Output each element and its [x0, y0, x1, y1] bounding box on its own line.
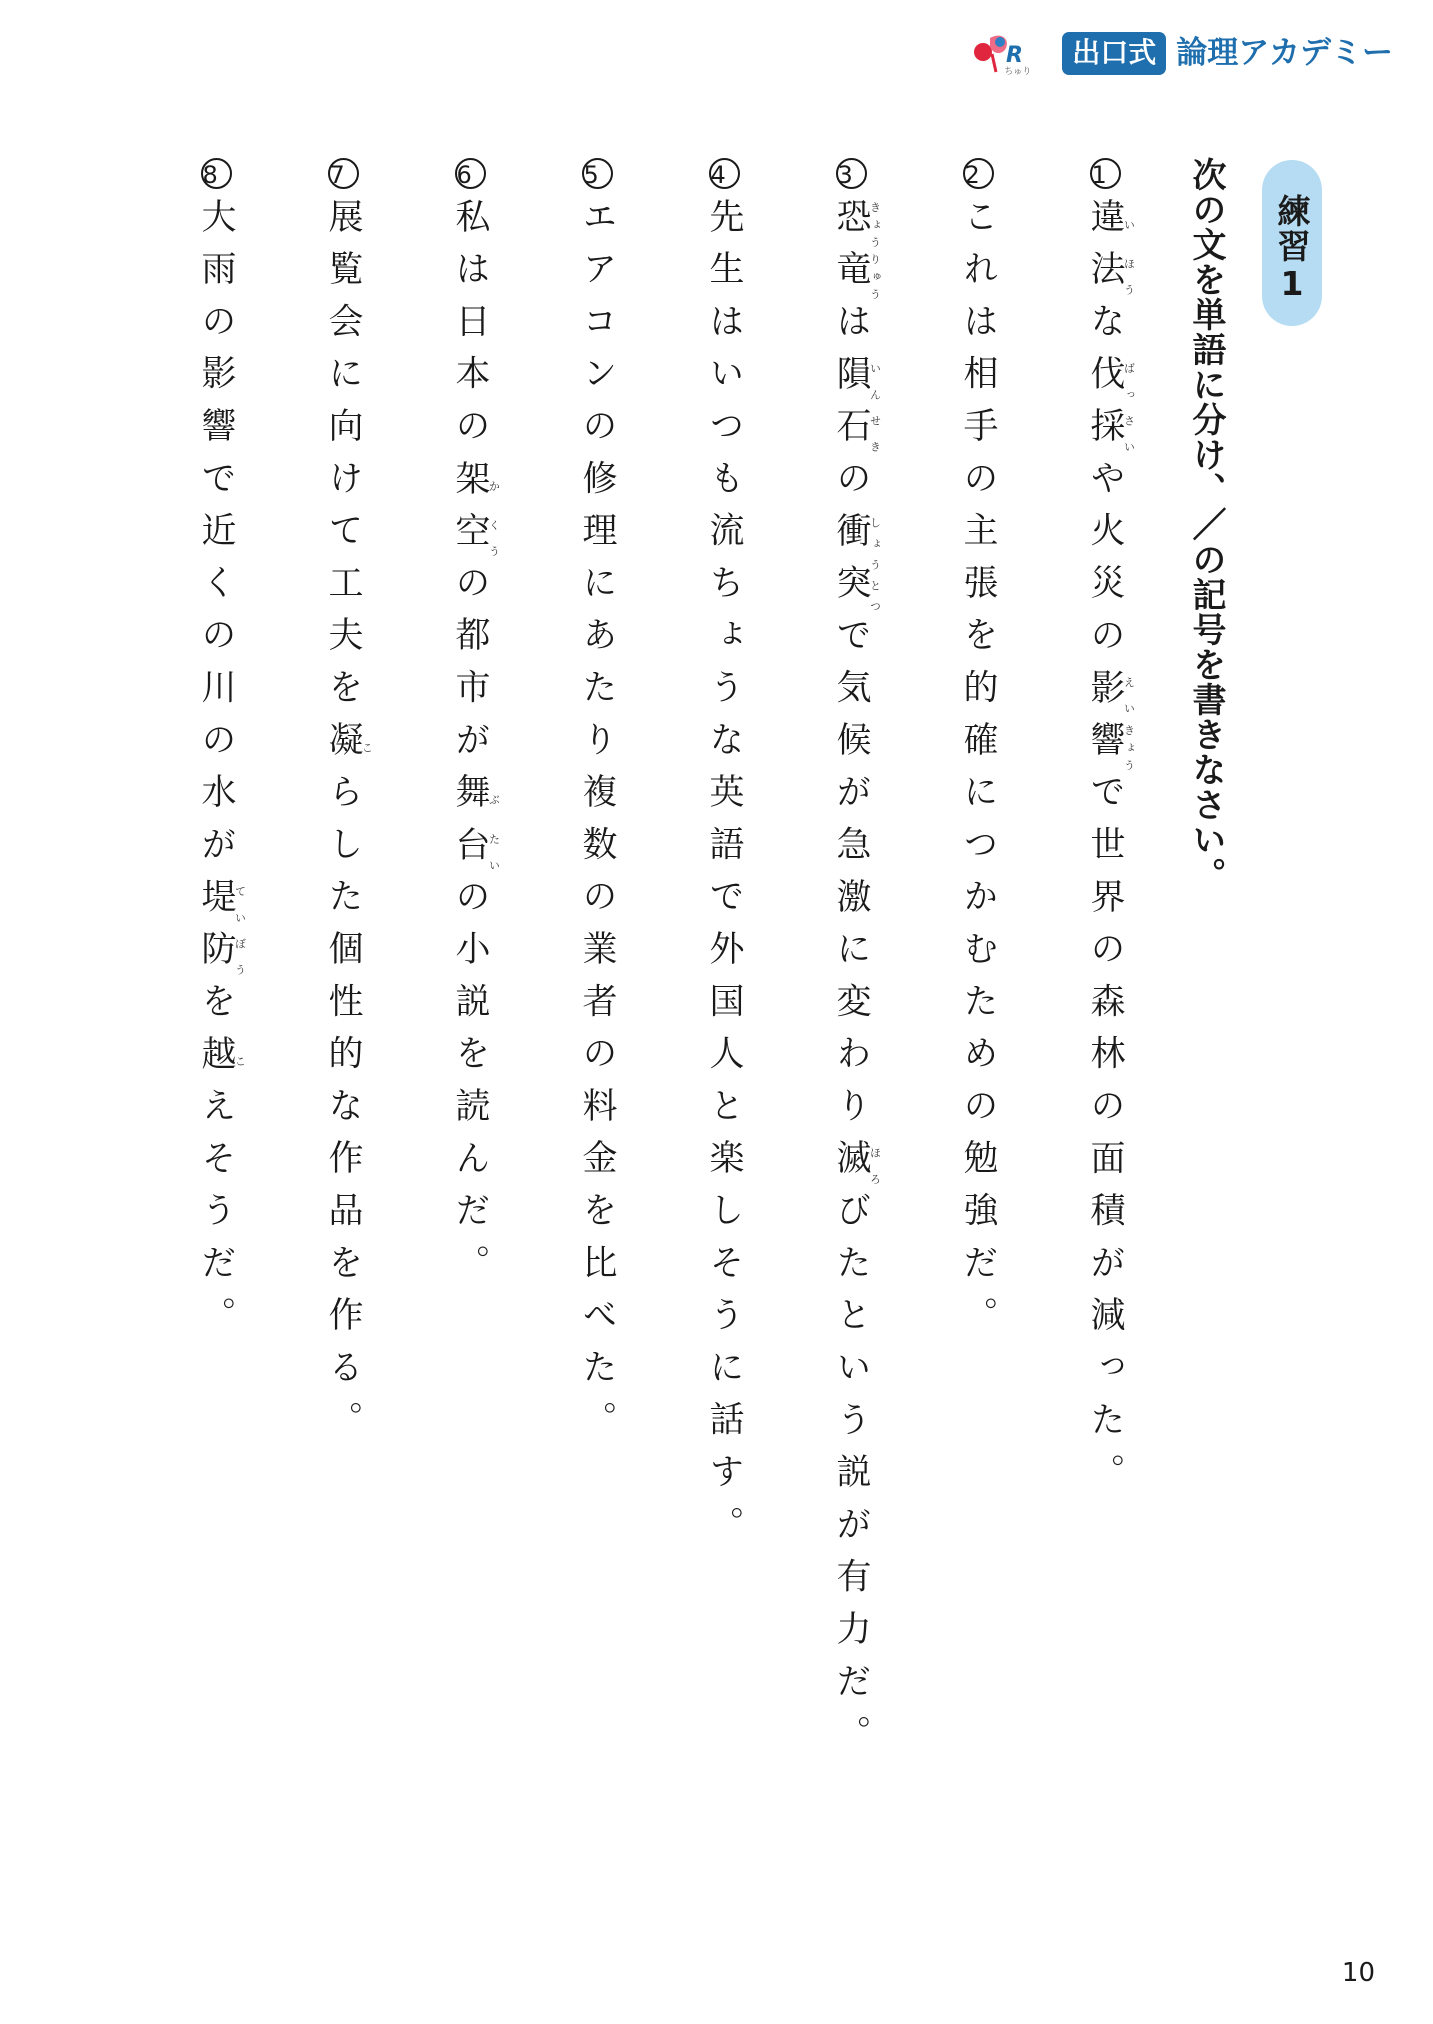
furigana: くう [487, 511, 501, 565]
question-8 [198, 158, 246, 1349]
sentence-text: や火災の [1085, 459, 1125, 669]
question-3 [833, 158, 881, 1767]
furigana: い [1122, 198, 1136, 251]
exercise-badge [1262, 160, 1322, 326]
furigana: か [487, 459, 501, 512]
furigana-word: 影えい [1085, 668, 1136, 722]
furigana: さい [1122, 407, 1136, 460]
furigana: ほう [1122, 250, 1136, 303]
question-1 [1087, 158, 1135, 1506]
question-7 [325, 158, 373, 1453]
furigana-word: 台たい [450, 825, 501, 878]
furigana: ぼう [233, 930, 247, 983]
furigana-word: 伐ばっ [1085, 354, 1136, 408]
question-number: 6 [455, 158, 486, 189]
furigana-word: 越こ [196, 1034, 247, 1088]
furigana-word: 堤てい [196, 877, 247, 931]
furigana: ぶ [487, 773, 501, 826]
question-2 [958, 158, 998, 1349]
question-number: 3 [836, 158, 867, 189]
sentence-text: の小説を読んだ。 [450, 877, 490, 1297]
page-number: 10 [1341, 1958, 1375, 1988]
furigana: たい [487, 825, 501, 878]
instruction-text: 次の文を単語に分け、／の記号を書きなさい。 [1186, 157, 1226, 892]
question-number: 1 [1090, 158, 1121, 189]
question-number: 4 [709, 158, 740, 189]
furigana-word: 空くう [450, 511, 501, 565]
logo-tagline: ちゅり [1004, 67, 1032, 77]
sentence-text: 先生はいつも流ちょうな英語で外国人と楽しそうに話す。 [704, 198, 744, 1558]
sentence-text: 展覧会に向けて工夫を [323, 198, 363, 721]
furigana-word: 隕いん [831, 354, 882, 408]
question-number: 8 [201, 158, 232, 189]
furigana: えい [1122, 668, 1136, 722]
sentence-text: これは相手の主張を的確につかむための勉強だ。 [958, 198, 998, 1349]
sentence-text: びたという説が有力だ。 [831, 1191, 871, 1768]
furigana-word: 凝こ [323, 721, 374, 774]
sentence-text: で世界の森林の面積が減った。 [1085, 773, 1125, 1506]
header [970, 28, 1393, 78]
sentence-text: で気候が急激に変わり [831, 616, 871, 1140]
sentence-text: の都市が [450, 564, 490, 774]
furigana: ばっ [1122, 354, 1136, 408]
furigana: せき [868, 407, 882, 460]
sentence-text: 私は日本の [450, 198, 490, 460]
question-6 [452, 158, 500, 1296]
sentence-text: を [196, 982, 236, 1035]
furigana-word: 衝突しょうとつ [831, 511, 882, 617]
question-4 [704, 158, 744, 1558]
furigana-word: 滅ほろ [831, 1139, 882, 1192]
furigana-word: 石せき [831, 407, 882, 460]
furigana: きょう [1122, 721, 1136, 774]
sentence-text: な [1085, 302, 1125, 355]
badge-label: 練習1 [1272, 194, 1312, 305]
furigana-word: 法ほう [1085, 250, 1136, 303]
sentence-text: エアコンの修理にあたり複数の業者の料金を比べた。 [577, 198, 617, 1454]
furigana: しょうとつ [868, 511, 882, 617]
furigana-word: 架か [450, 459, 501, 512]
svg-text:R: R [1006, 43, 1024, 68]
furigana-word: 響きょう [1085, 721, 1136, 774]
sentence-text: の [831, 459, 871, 512]
furigana: いん [868, 354, 882, 408]
furigana: ほろ [868, 1139, 882, 1192]
furigana: こ [360, 721, 374, 774]
furigana-word: 防ぼう [196, 930, 247, 983]
furigana-word: 採さい [1085, 407, 1136, 460]
logo-icon [970, 28, 1054, 78]
sentence-text: 大雨の影響で近くの川の水が [196, 198, 236, 878]
brand-box: 出口式 [1062, 32, 1166, 75]
furigana: てい [233, 877, 247, 931]
sentence-text: は [831, 302, 871, 355]
furigana: こ [233, 1034, 247, 1088]
furigana-word: 舞ぶ [450, 773, 501, 826]
question-number: 5 [582, 158, 613, 189]
sentence-text: らした個性的な作品を作る。 [323, 773, 363, 1454]
question-number: 7 [328, 158, 359, 189]
brand-name: 論理アカデミー [1176, 34, 1393, 71]
furigana-word: 違い [1085, 198, 1136, 251]
furigana-word: 恐竜きょうりゅう [831, 198, 882, 303]
question-number: 2 [963, 158, 994, 189]
question-5 [577, 158, 617, 1454]
furigana: きょうりゅう [868, 198, 882, 303]
sentence-text: えそうだ。 [196, 1087, 236, 1349]
